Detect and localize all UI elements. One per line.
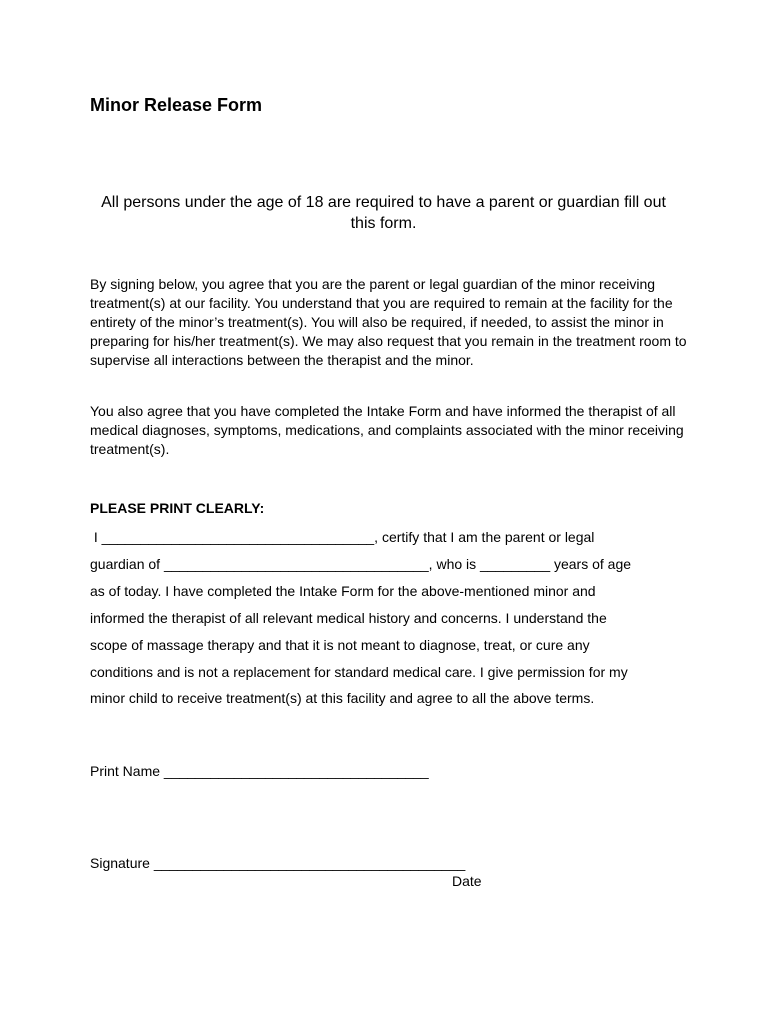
certification-line: conditions and is not a replacement for standard medical care. I give permission for my: [90, 664, 628, 680]
certification-line: informed the therapist of all relevant medical history and concerns. I understand the: [90, 610, 607, 626]
print-name-field[interactable]: Print Name __________________________________: [90, 763, 429, 779]
signature-field[interactable]: Signature ________________________________________: [90, 855, 466, 871]
age-requirement-notice: All persons under the age of 18 are required to have a parent or guardian fill out this form.: [101, 194, 666, 232]
certification-line: guardian of __________________________________, who is _________ years of age: [90, 556, 632, 572]
agreement-paragraph-intake: You also agree that you have completed the Intake Form and have informed the therapist of all medical diagnoses, symptoms, medications, and complaints associated with the minor receiving treatment(s).: [90, 403, 684, 457]
certification-line: I ___________________________________, certify that I am the parent or legal: [90, 529, 595, 545]
certification-line: scope of massage therapy and that it is not meant to diagnose, treat, or cure any: [90, 637, 590, 653]
page-title: Minor Release Form: [90, 95, 263, 115]
print-clearly-heading: PLEASE PRINT CLEARLY:: [90, 500, 265, 516]
certification-line: minor child to receive treatment(s) at this facility and agree to all the above terms.: [90, 690, 595, 706]
date-label: Date: [452, 873, 482, 889]
certification-line: as of today. I have completed the Intake Form for the above-mentioned minor and: [90, 583, 596, 599]
agreement-paragraph-guardian: By signing below, you agree that you are the parent or legal guardian of the minor receiving treatment(s) at our facility. You understand that you are required to remain at the facility for the entirety of the minor’s treatment(s). You will also be required, if needed, to assist the minor in preparing for his/her treatment(s). We may also request that you remain in the treatment room to supervise all interactions between the therapist and the minor.: [90, 276, 687, 368]
